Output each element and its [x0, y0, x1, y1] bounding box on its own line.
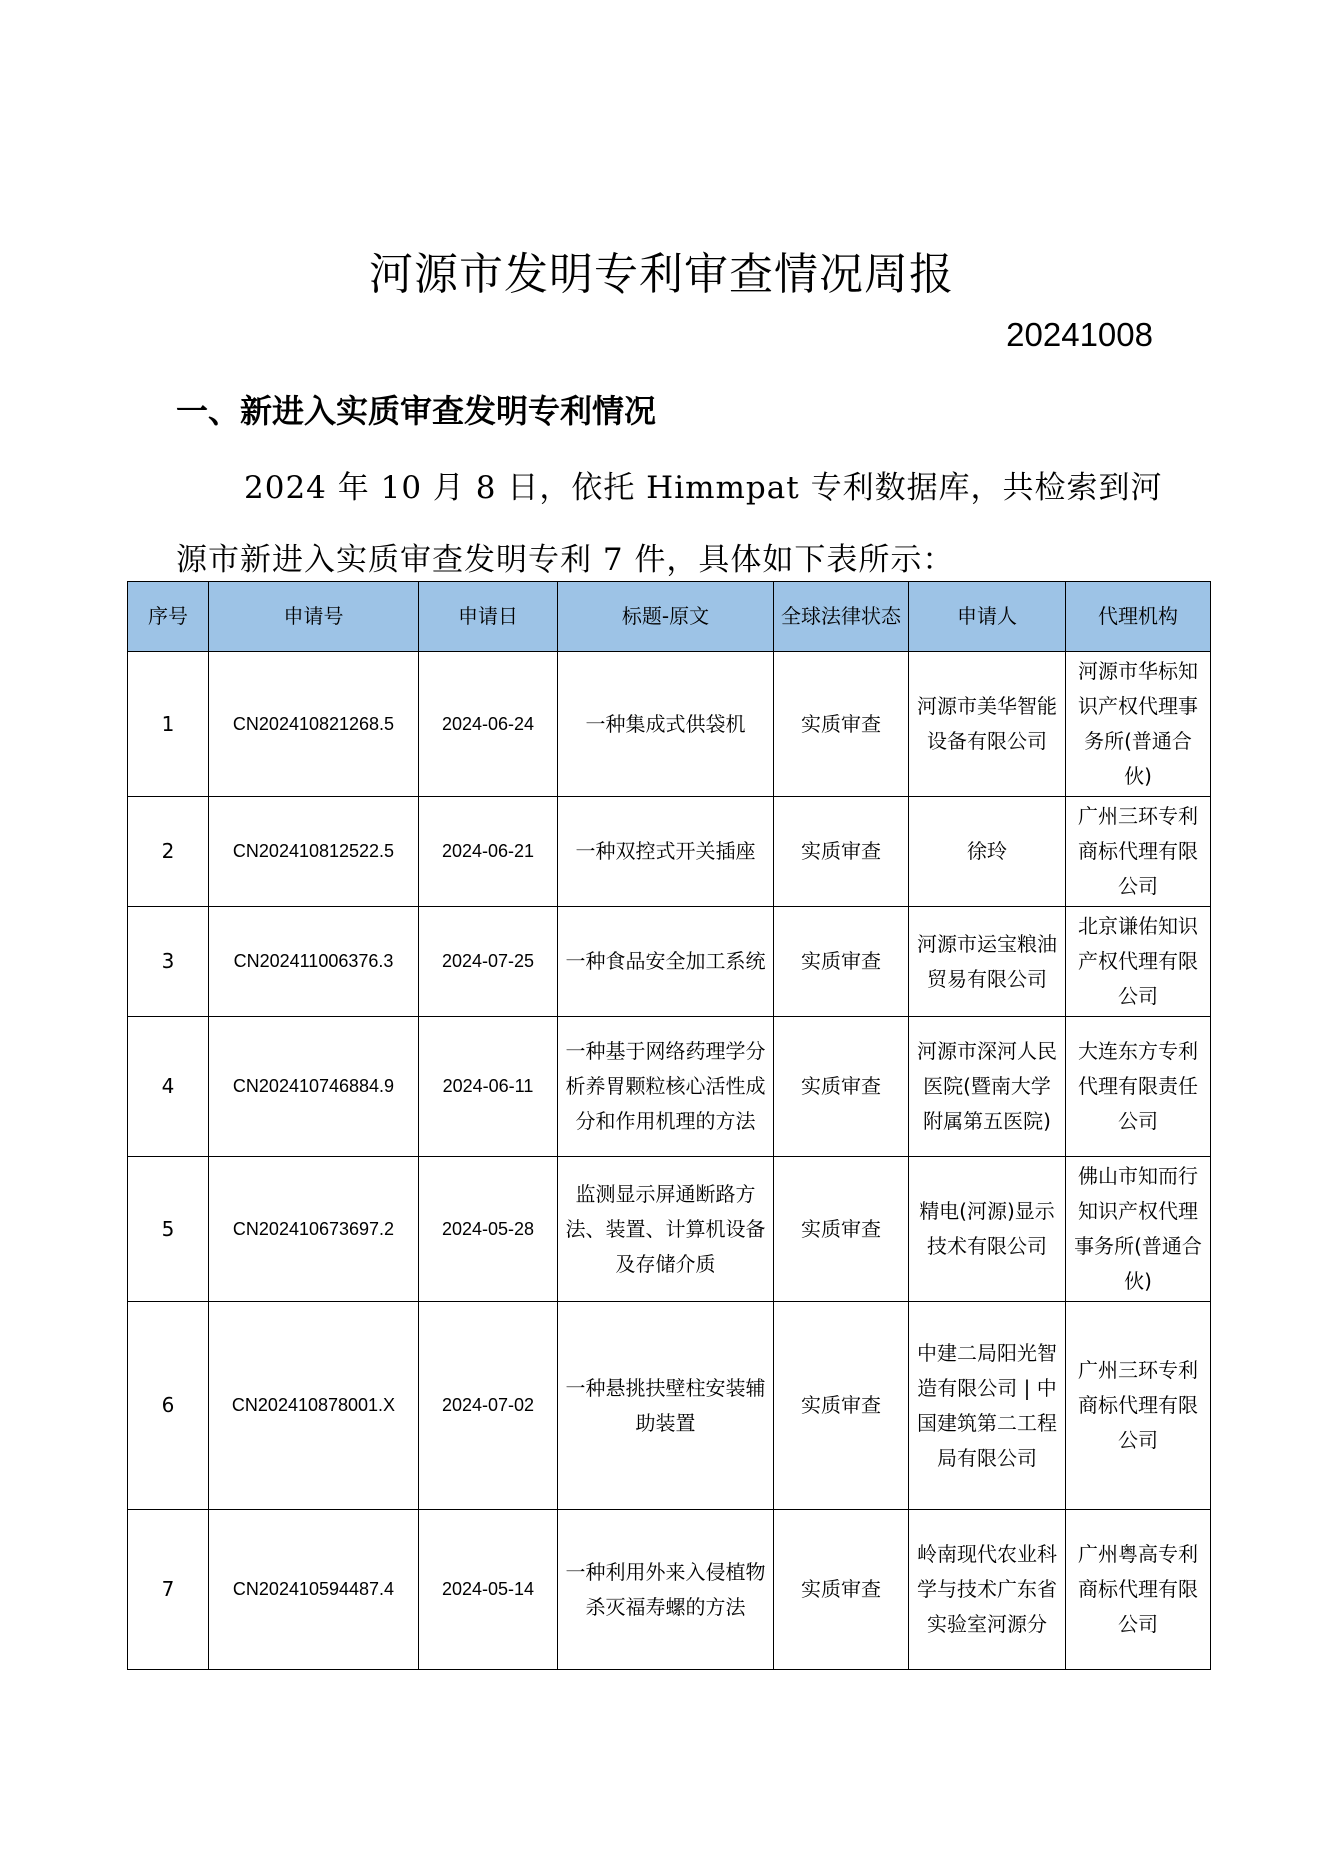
column-header: 代理机构 [1066, 582, 1211, 652]
patent-table [127, 581, 1211, 1670]
report-title: 河源市发明专利审查情况周报 [369, 249, 954, 300]
agency: 河源市华标知识产权代理事务所(普通合伙) [1066, 652, 1211, 797]
column-header: 申请号 [209, 582, 419, 652]
table-row [128, 1510, 1211, 1670]
application-date: 2024-06-11 [419, 1017, 558, 1157]
patent-title: 一种悬挑扶壁柱安装辅助装置 [558, 1302, 774, 1510]
report-number: 20241008 [1006, 316, 1153, 353]
column-header: 全球法律状态 [774, 582, 909, 652]
table-row [128, 1157, 1211, 1302]
patent-title: 一种食品安全加工系统 [558, 907, 774, 1017]
legal-status: 实质审查 [774, 907, 909, 1017]
table-row [128, 1302, 1211, 1510]
legal-status: 实质审查 [774, 1302, 909, 1510]
column-header: 申请日 [419, 582, 558, 652]
legal-status: 实质审查 [774, 1510, 909, 1670]
application-date: 2024-05-14 [419, 1510, 558, 1670]
row-number: 4 [128, 1017, 209, 1157]
legal-status: 实质审查 [774, 797, 909, 907]
application-number: CN202410746884.9 [209, 1017, 419, 1157]
application-date: 2024-05-28 [419, 1157, 558, 1302]
applicant: 徐玲 [909, 797, 1066, 907]
column-header: 申请人 [909, 582, 1066, 652]
table-row [128, 1017, 1211, 1157]
legal-status: 实质审查 [774, 652, 909, 797]
agency: 广州三环专利商标代理有限公司 [1066, 797, 1211, 907]
patent-title: 监测显示屏通断路方法、装置、计算机设备及存储介质 [558, 1157, 774, 1302]
applicant: 精电(河源)显示技术有限公司 [909, 1157, 1066, 1302]
column-header: 标题-原文 [558, 582, 774, 652]
table-row [128, 797, 1211, 907]
applicant: 岭南现代农业科学与技术广东省实验室河源分 [909, 1510, 1066, 1670]
agency: 广州三环专利商标代理有限公司 [1066, 1302, 1211, 1510]
patent-title: 一种利用外来入侵植物杀灭福寿螺的方法 [558, 1510, 774, 1670]
row-number: 1 [128, 652, 209, 797]
row-number: 6 [128, 1302, 209, 1510]
application-number: CN202410812522.5 [209, 797, 419, 907]
application-date: 2024-07-02 [419, 1302, 558, 1510]
agency: 北京谦佑知识产权代理有限公司 [1066, 907, 1211, 1017]
patent-title: 一种基于网络药理学分析养胃颗粒核心活性成分和作用机理的方法 [558, 1017, 774, 1157]
application-date: 2024-06-21 [419, 797, 558, 907]
patent-title: 一种双控式开关插座 [558, 797, 774, 907]
application-date: 2024-06-24 [419, 652, 558, 797]
legal-status: 实质审查 [774, 1017, 909, 1157]
table-row [128, 907, 1211, 1017]
patent-title: 一种集成式供袋机 [558, 652, 774, 797]
applicant: 河源市运宝粮油贸易有限公司 [909, 907, 1066, 1017]
row-number: 5 [128, 1157, 209, 1302]
applicant: 中建二局阳光智造有限公司 | 中国建筑第二工程局有限公司 [909, 1302, 1066, 1510]
column-header: 序号 [128, 582, 209, 652]
agency: 佛山市知而行知识产权代理事务所(普通合伙) [1066, 1157, 1211, 1302]
table-row [128, 652, 1211, 797]
row-number: 2 [128, 797, 209, 907]
row-number: 7 [128, 1510, 209, 1670]
application-number: CN202410821268.5 [209, 652, 419, 797]
legal-status: 实质审查 [774, 1157, 909, 1302]
applicant: 河源市美华智能设备有限公司 [909, 652, 1066, 797]
table-header-row [128, 582, 1211, 652]
application-number: CN202410878001.X [209, 1302, 419, 1510]
applicant: 河源市深河人民医院(暨南大学附属第五医院) [909, 1017, 1066, 1157]
row-number: 3 [128, 907, 209, 1017]
agency: 广州粤高专利商标代理有限公司 [1066, 1510, 1211, 1670]
intro-paragraph: 2024 年 10 月 8 日，依托 Himmpat 专利数据库，共检索到河源市新进入实质审查发明专利 7 件，具体如下表所示： [176, 470, 1163, 578]
agency: 大连东方专利代理有限责任公司 [1066, 1017, 1211, 1157]
section-heading: 一、新进入实质审查发明专利情况 [176, 392, 657, 430]
application-number: CN202411006376.3 [209, 907, 419, 1017]
application-number: CN202410594487.4 [209, 1510, 419, 1670]
application-date: 2024-07-25 [419, 907, 558, 1017]
application-number: CN202410673697.2 [209, 1157, 419, 1302]
